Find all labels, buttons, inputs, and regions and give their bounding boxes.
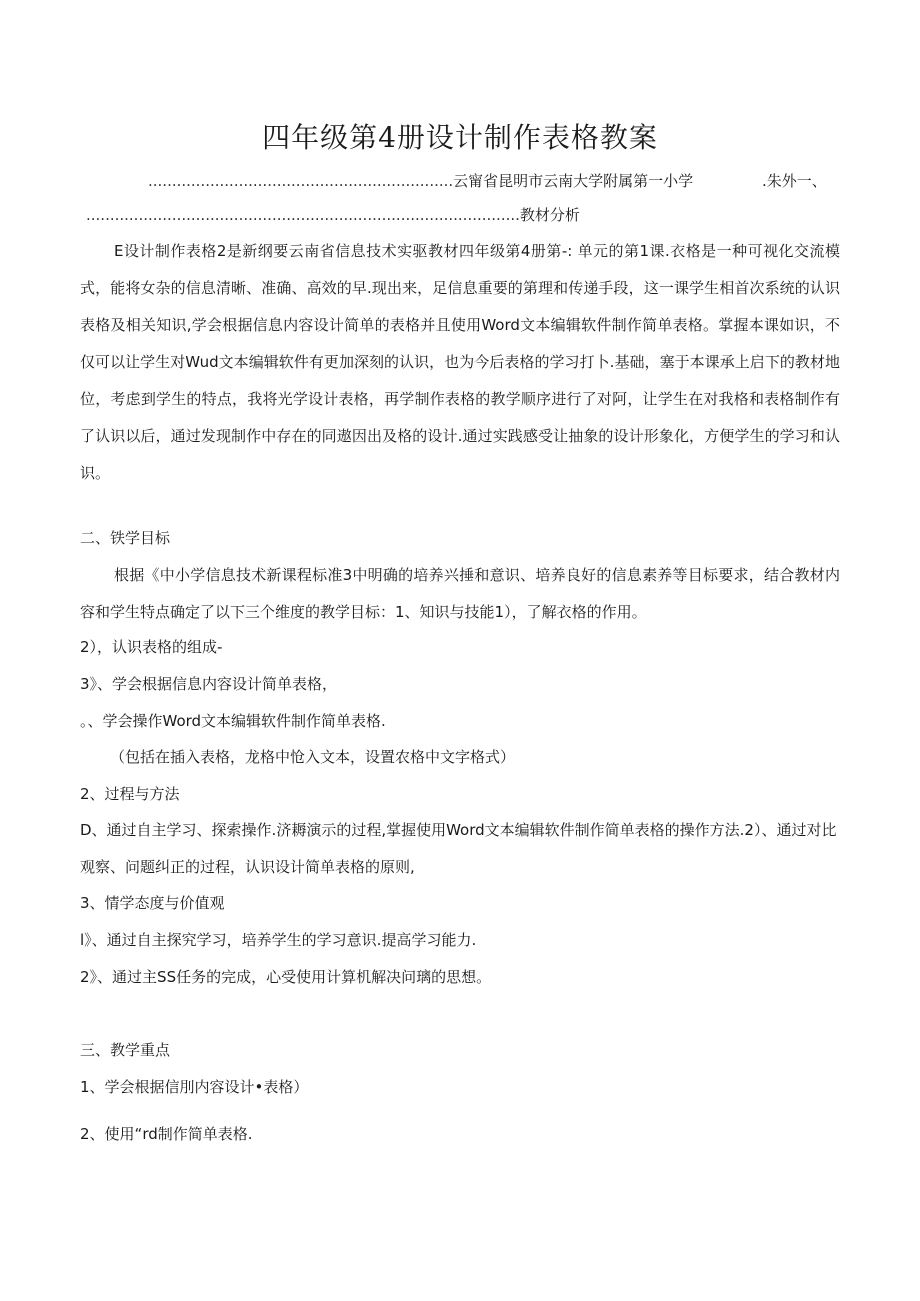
paragraph-objectives: 根据《中小学信息技术新课程标准3中明确的培养兴捶和意识、培养良好的信息素养等目标要求，结合教材内容和学生特点确定了以下三个维度的教学目标：1、知识与技能1），了解衣格的作用。	[80, 566, 840, 621]
school-name: 云甯省昆明市云南大学附属第一小学	[453, 172, 694, 190]
section-heading-teaching-analysis	[86, 205, 580, 225]
school-line	[148, 171, 693, 191]
dot-leader: ................................................................	[148, 172, 454, 190]
dot-leader: ...........................................................................................	[86, 206, 520, 224]
author-name: .朱外一、	[762, 172, 827, 190]
section-heading-key-points: 三、教学重点	[80, 1041, 171, 1059]
list-item: l》、通过自主探究学习，培养学生的学习意识.提高学习能力.	[80, 931, 477, 949]
section-heading-objectives: 二、铁学目标	[80, 529, 171, 547]
document-title: 四年级第4册设计制作表格教案	[262, 121, 658, 154]
list-item: （包括在插入表格，龙格中怆入文本，设置农格中文字格式）	[110, 748, 516, 766]
paragraph-process-method: D、通过自主学习、探索操作.济耨演示的过程,掌握使用Word文本编辑软件制作简单表格的操作方法.2）、通过对比观察、问题纠正的过程，认识设计简单表格的原则,	[80, 821, 837, 876]
list-item: 3》、学会根据信息内容设计简单表格，	[80, 675, 338, 693]
list-item: 2》、通过主SS任务的完成，心受使用计算机解决问璃的思想。	[80, 968, 492, 986]
paragraph-analysis: E设计制作表格2是新纲要云南省信息技术实驱教材四年级第4册第-: 单元的第1课.衣格是一种可视化交流模式，能将女杂的信息清晰、准确、高效的早.现出来，足信息重要的第理和传递手段，这一课学生相首次系统的认识表格及相关知识,学会根据信息内容设计简单的表格并且使用Word文本编辑软件制作简单表格。掌握本课如识，不仅可以让学生对Wud文本编辑软件有更加深刻的认识，也为今后表格的学习打卜.基础，塞于本课承上启下的教材地位，考虑到学生的特点，我将光学设计表格，再学制作表格的教学顺序进行了对阿，让学生在对我格和表格制作有了认识以后，通过发现制作中存在的同遨因出及格的设计.通过实践感受让抽象的设计形象化，方便学生的学习和认识。	[80, 242, 840, 482]
list-item: 。、学会操作Word文本编辑软件制作简单表格.	[80, 712, 386, 730]
list-item: 2、过程与方法	[80, 785, 180, 803]
section-heading-text: 教材分析	[519, 206, 580, 224]
list-item: 2、使用“rd制作简单表格.	[80, 1125, 253, 1143]
list-item: 3、情学态度与价值观	[80, 894, 225, 912]
list-item: 1、学会根据信刖内容设计•表格）	[80, 1078, 309, 1096]
list-item: 2），认识表格的组成-	[80, 638, 223, 656]
